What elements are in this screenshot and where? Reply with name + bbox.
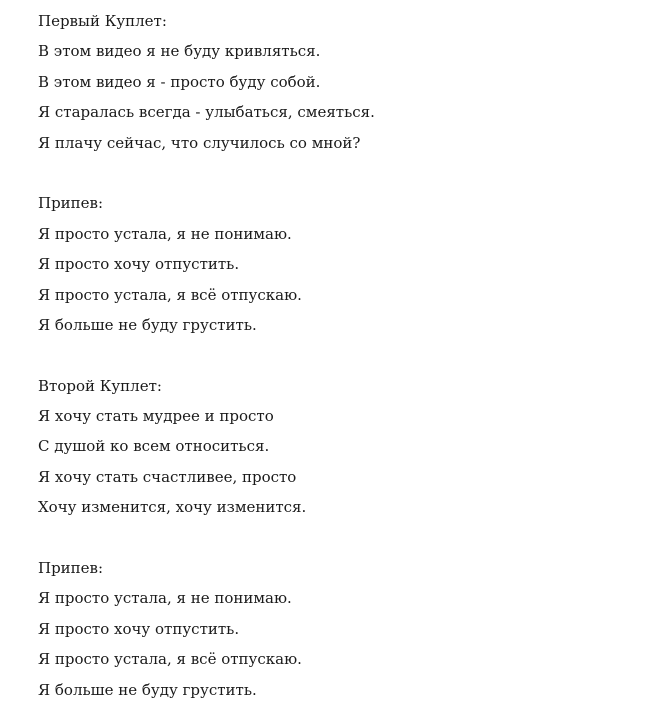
chorus-1-heading: Припев:: [38, 194, 104, 213]
lyric-line: С душой ко всем относиться.: [38, 437, 270, 456]
lyric-line: Я больше не буду грустить.: [38, 680, 257, 699]
lyric-line: В этом видео я не буду кривляться.: [38, 42, 321, 61]
verse-1-heading: Первый Куплет:: [38, 12, 167, 30]
verse-2: [38, 371, 638, 523]
lyric-line: Я хочу стать мудрее и просто: [38, 407, 274, 426]
chorus-1: [38, 188, 638, 340]
lyric-line: Я хочу стать счастливее, просто: [38, 467, 297, 486]
lyric-line: Хочу изменится, хочу изменится.: [38, 498, 307, 517]
lyric-line: Я просто устала, я всё отпускаю.: [38, 650, 302, 669]
stanza-spacer: [38, 523, 638, 553]
lyrics-document: [38, 6, 638, 705]
stanza-spacer: [38, 158, 638, 188]
chorus-2: [38, 553, 638, 705]
lyric-line: Я просто устала, я не понимаю.: [38, 589, 292, 608]
chorus-2-heading: Припев:: [38, 559, 104, 578]
verse-2-heading: Второй Куплет:: [38, 376, 162, 395]
lyric-line: Я просто хочу отпустить.: [38, 619, 240, 638]
lyric-line: Я просто устала, я всё отпускаю.: [38, 285, 302, 304]
verse-1: [38, 6, 638, 158]
lyric-line: В этом видео я - просто буду собой.: [38, 72, 321, 91]
lyric-line: Я просто хочу отпустить.: [38, 255, 240, 274]
lyric-line: Я больше не буду грустить.: [38, 315, 257, 334]
lyric-line: Я плачу сейчас, что случилось со мной?: [38, 133, 361, 152]
lyric-line: Я старалась всегда - улыбаться, смеяться.: [38, 103, 375, 122]
lyric-line: Я просто устала, я не понимаю.: [38, 224, 292, 243]
stanza-spacer: [38, 340, 638, 370]
